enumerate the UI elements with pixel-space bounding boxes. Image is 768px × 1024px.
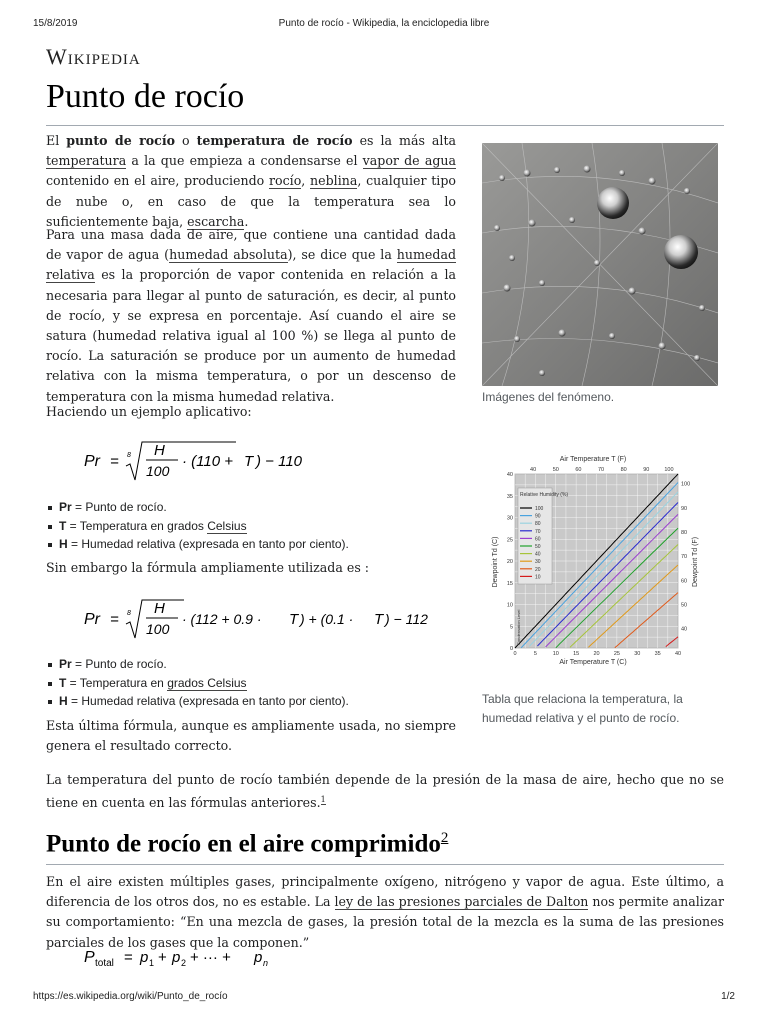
chart-annotation: Condensation Level <box>516 609 521 645</box>
chart-x-axis-label: Air Temperature T (C) <box>559 659 627 666</box>
svg-text:n: n <box>263 958 269 968</box>
chart-y2-tick: 60 <box>681 578 688 585</box>
link-temperatura[interactable]: temperatura <box>46 153 127 169</box>
link-neblina[interactable]: neblina <box>310 173 358 189</box>
chart-x-tick: 10 <box>552 651 559 657</box>
svg-text:H: H <box>154 442 165 459</box>
svg-text:T: T <box>374 611 384 628</box>
warning-paragraph: Esta última fórmula, aunque es ampliamente usada, no siempre genera el resultado correcto. <box>46 718 456 754</box>
wikipedia-logo[interactable]: Wikipedia <box>46 44 141 69</box>
svg-text:=: = <box>124 949 133 966</box>
chart-x-tick: 20 <box>593 651 600 657</box>
chart-y2-tick: 100 <box>681 481 691 488</box>
chart-legend-title: Relative Humidity (%) <box>520 492 569 498</box>
chart-x-tick: 25 <box>613 651 620 657</box>
chart-y2-tick: 80 <box>681 530 688 536</box>
chart-y-tick: 30 <box>506 515 513 522</box>
pressure-paragraph: La temperatura del punto de rocío también depende de la presión de la masa de aire, hecho que no se tiene en cuenta en las fórmulas anteriores.$^1$ <box>46 772 724 811</box>
link-celsius[interactable]: Celsius <box>207 518 247 533</box>
print-url: https://es.wikipedia.org/wiki/Punto_de_rocío <box>33 991 228 1002</box>
list-item: Pr = Punto de rocío. <box>46 498 349 517</box>
list-item: H = Humedad relativa (expresada en tanto por ciento). <box>46 535 349 554</box>
chart-x-tick: 40 <box>674 651 682 657</box>
svg-text:total: total <box>95 958 114 969</box>
chart-y2-tick: 40 <box>681 626 688 633</box>
svg-text:100: 100 <box>146 463 170 479</box>
svg-text:) − 110: ) − 110 <box>256 453 303 470</box>
reference-2[interactable]: 2 <box>440 830 449 846</box>
chart-x2-tick: 40 <box>530 467 537 473</box>
chart-y-tick: 35 <box>506 493 513 500</box>
chart-y2-tick: 90 <box>681 505 688 512</box>
chart-x-tick: 0 <box>513 651 517 657</box>
chart-x2-tick: 50 <box>552 467 559 473</box>
photo-caption: Imágenes del fenómeno. <box>482 390 615 404</box>
chart-x-tick: 30 <box>634 651 641 657</box>
list-item: T = Temperatura en grados Celsius <box>46 674 349 693</box>
chart-legend-label: 100 <box>535 506 544 512</box>
chart-caption: Tabla que relaciona la temperatura, la humedad relativa y el punto de rocío. <box>482 692 683 725</box>
svg-text:Pr: Pr <box>84 453 100 470</box>
chart-x2-tick: 90 <box>643 467 650 473</box>
svg-text:=: = <box>110 453 119 470</box>
svg-text:T: T <box>244 453 254 470</box>
chart-legend-label: 20 <box>535 566 541 573</box>
title-divider <box>46 125 724 126</box>
page-title: Punto de rocío <box>46 78 245 115</box>
chart-y-tick: 0 <box>509 646 513 652</box>
chart-legend-label: 50 <box>535 544 541 550</box>
svg-text:· (110 +: · (110 + <box>182 453 233 470</box>
chart-x2-tick: 80 <box>620 467 627 473</box>
chart-x2-tick: 60 <box>575 467 582 473</box>
chart-legend-label: 40 <box>535 551 541 558</box>
link-rocio[interactable]: rocío <box>269 173 302 189</box>
chart-x2-tick: 70 <box>597 467 605 473</box>
formula-intro: Sin embargo la fórmula ampliamente utilizada es : <box>46 560 370 575</box>
svg-text:p: p <box>172 949 181 966</box>
chart-y2-tick: 70 <box>681 554 688 561</box>
formula-dewpoint-1 <box>84 436 344 486</box>
chart-title: Air Temperature T (F) <box>559 456 627 463</box>
svg-text:H: H <box>154 600 165 617</box>
chart-y-tick: 40 <box>506 472 513 478</box>
chart-x-tick: 15 <box>573 651 580 657</box>
dalton-paragraph: En el aire existen múltiples gases, principalmente oxígeno, nitrógeno y vapor de agua. Este último, a diferencia de los otros dos, no es estable. La ley de las presiones parciales de Dalton nos permite analizar su comportamiento: “En una mezcla de gases, la presión total de la mezcla es la suma de las presiones parciales de los gases que la componen.” <box>46 874 724 950</box>
svg-text:+ ··· +: + ··· + <box>190 949 231 966</box>
chart-y-axis-label: Dewpoint Td (C) <box>492 536 499 588</box>
svg-text:2: 2 <box>181 958 187 968</box>
svg-text:Pr: Pr <box>84 611 100 628</box>
chart-x2-tick: 100 <box>664 467 674 473</box>
chart-x-tick: 5 <box>533 651 537 657</box>
link-grados-celsius[interactable]: grados Celsius <box>167 675 247 690</box>
chart-legend-label: 30 <box>535 559 541 566</box>
dewpoint-chart <box>488 452 702 670</box>
list-item: Pr = Punto de rocío. <box>46 655 349 674</box>
svg-text:=: = <box>110 611 119 628</box>
humidity-paragraph: Para una masa dada de aire, que contiene una cantidad dada de vapor de agua (humedad absoluta), se dice que la humedad relativa es la proporción de vapor contenida en relación a la necesaria para llegar al punto de saturación, es decir, al punto de rocío, y se expresa en porcentaje. Así cuando el aire se satura (humedad relativa igual al 100 %) se llega al punto de rocío. La saturación se produce por un aumento de humedad relativa con la misma temperatura, o por un descenso de temperatura con la misma humedad relativa. <box>46 227 457 404</box>
svg-text:) − 112: ) − 112 <box>385 611 428 627</box>
link-escarcha[interactable]: escarcha <box>187 213 245 229</box>
list-item: H = Humedad relativa (expresada en tanto por ciento). <box>46 692 349 711</box>
svg-text:+: + <box>158 949 167 966</box>
intro-paragraph: El punto de rocío o temperatura de rocío es la más alta temperatura a la que empieza a condensarse el vapor de agua contenido en el aire, produciendo rocío, neblina, cualquier tipo de nube o, en caso de que la temperatura sea lo suficientemente baja, escarcha. <box>46 133 457 229</box>
svg-text:8: 8 <box>127 452 131 459</box>
svg-text:p: p <box>254 949 263 966</box>
chart-legend-label: 90 <box>535 513 541 520</box>
chart-legend-label: 10 <box>535 574 541 581</box>
chart-y2-axis-label: Dewpoint Td (F) <box>692 536 699 588</box>
svg-text:1: 1 <box>149 958 155 968</box>
chart-legend-label: 80 <box>535 521 541 528</box>
variables-list-2 <box>46 655 349 711</box>
chart-y-tick: 20 <box>506 559 513 565</box>
print-page-title: Punto de rocío - Wikipedia, la enciclopedia libre <box>278 18 490 29</box>
chart-y-tick: 15 <box>506 580 513 587</box>
svg-text:T: T <box>289 611 299 628</box>
svg-text:p: p <box>140 949 149 966</box>
svg-text:P: P <box>84 949 95 966</box>
link-humedad-absoluta[interactable]: humedad absoluta <box>169 247 288 263</box>
dew-spiderweb-photo <box>482 143 718 386</box>
chart-y-tick: 10 <box>506 602 513 609</box>
list-item: T = Temperatura en grados Celsius <box>46 517 349 536</box>
section-heading: Punto de rocío en el aire comprimido$^2$ <box>46 830 449 858</box>
chart-legend-label: 70 <box>535 528 541 535</box>
chart-y2-tick: 50 <box>681 602 688 609</box>
svg-text:) + (0.1 ·: ) + (0.1 · <box>300 611 354 627</box>
svg-text:100: 100 <box>146 621 170 637</box>
formula-dewpoint-2 <box>84 594 456 644</box>
chart-y-tick: 25 <box>506 537 513 544</box>
svg-text:8: 8 <box>127 610 131 617</box>
link-vapor-de-agua[interactable]: vapor de agua <box>362 153 457 169</box>
svg-text:· (112 + 0.9 ·: · (112 + 0.9 · <box>182 611 262 627</box>
chart-x-tick: 35 <box>654 651 661 657</box>
example-intro: Haciendo un ejemplo aplicativo: <box>46 404 252 419</box>
link-humedad-relativa[interactable]: humedad relativa <box>46 247 457 283</box>
chart-legend-label: 60 <box>535 536 541 543</box>
link-ley-dalton[interactable]: ley de las presiones parciales de Dalton <box>334 894 589 910</box>
chart-y-tick: 5 <box>509 624 513 631</box>
print-date: 15/8/2019 <box>33 18 78 29</box>
formula-total-pressure <box>84 942 284 972</box>
section-divider <box>46 864 724 865</box>
print-page-number: 1/2 <box>721 991 735 1002</box>
reference-1[interactable]: 1 <box>320 795 326 805</box>
variables-list-1 <box>46 498 349 554</box>
